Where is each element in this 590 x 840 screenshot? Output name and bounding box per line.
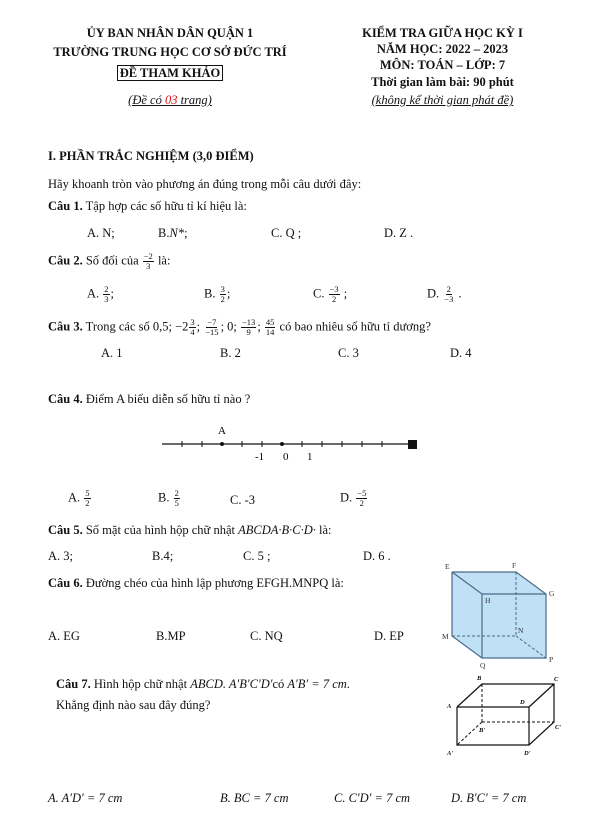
tick-label-0: 0 xyxy=(283,451,289,463)
q6-label: Câu 6. xyxy=(48,576,83,590)
q2-frac-den: 3 xyxy=(146,261,151,271)
q3-f4-den: 14 xyxy=(265,327,275,337)
q4-b-frac xyxy=(174,489,180,508)
q2-c-frac xyxy=(329,285,340,304)
school-year: NĂM HỌC: 2022 – 2023 xyxy=(376,42,509,56)
q4-a-frac xyxy=(84,489,90,508)
q4-text: Điểm A biểu diễn số hữu tỉ nào ? xyxy=(82,392,251,406)
q7-option-b[interactable]: B. BC = 7 cm xyxy=(220,791,289,805)
q4-a-num: 5 xyxy=(85,488,90,498)
box-label-a: A xyxy=(447,703,452,710)
exam-type-box: ĐỀ THAM KHẢO xyxy=(117,65,223,81)
box-label-b: B xyxy=(477,675,482,682)
question-4 xyxy=(48,392,250,407)
q2-a-post: ; xyxy=(110,286,115,301)
page-note-post: trang) xyxy=(177,93,212,107)
q3-option-a[interactable]: A. 1 xyxy=(101,346,123,360)
q3-option-d[interactable]: D. 4 xyxy=(450,346,472,360)
q4-d-pre: D. xyxy=(340,490,356,505)
q6-option-c[interactable]: C. NQ xyxy=(250,629,283,643)
q5-text-post: là: xyxy=(315,523,332,537)
q5-option-d[interactable]: D. 6 . xyxy=(363,549,391,563)
q7-option-d[interactable]: D. B′C′ = 7 cm xyxy=(451,791,527,805)
cube-label-f: F xyxy=(512,561,517,570)
cube-label-m: M xyxy=(442,632,449,641)
number-line xyxy=(160,420,430,465)
q3-f2-den: −15 xyxy=(205,327,219,337)
exam-type-wrap xyxy=(40,66,300,81)
q7-expression: A′B′ = 7 cm xyxy=(287,677,347,691)
number-line-arrow xyxy=(408,440,417,449)
q3-text-pre: Trong các số 0,5; −2 xyxy=(82,319,189,334)
q2-option-a[interactable] xyxy=(87,285,114,304)
q2-c-pre: C. xyxy=(313,286,328,301)
q2-frac-num: −2 xyxy=(143,251,153,261)
q3-m-den: 4 xyxy=(190,327,195,337)
duration-note: (không kể thời gian phát đề) xyxy=(371,93,514,107)
q2-a-pre: A. xyxy=(87,286,103,301)
q4-d-den: 2 xyxy=(359,498,364,508)
cube-label-e: E xyxy=(445,562,450,571)
q3-f2-num: −7 xyxy=(207,317,217,327)
q2-d-pre: D. xyxy=(427,286,443,301)
q5-box-name: ABCDA·B·C·D· xyxy=(238,523,316,537)
box-label-c: C xyxy=(554,676,559,683)
q5-label: Câu 5. xyxy=(48,523,83,537)
question-2 xyxy=(48,252,170,271)
q3-sep3: ; xyxy=(257,319,261,334)
exam-title: KIỂM TRA GIỮA HỌC KỲ I xyxy=(362,26,523,40)
q4-d-num: −5 xyxy=(357,488,367,498)
q2-d-num: 2 xyxy=(446,284,451,294)
q3-m-num: 3 xyxy=(190,317,195,327)
cube-label-p: P xyxy=(549,655,554,664)
q7-option-c[interactable]: C. C′D′ = 7 cm xyxy=(334,791,411,805)
point-a-label: A xyxy=(218,425,226,437)
q2-d-den: −3 xyxy=(444,294,454,304)
page-note-pre: (Đề có xyxy=(128,93,165,107)
cube-figure xyxy=(440,558,560,670)
q5-option-b[interactable]: B.4; xyxy=(152,549,174,563)
q5-text-pre: Số mặt của hình hộp chữ nhật xyxy=(82,523,239,537)
q4-b-num: 2 xyxy=(174,488,179,498)
q4-option-d[interactable] xyxy=(340,489,368,508)
school-district: ỦY BAN NHÂN DÂN QUẬN 1 xyxy=(86,26,254,40)
q6-option-d[interactable]: D. EP xyxy=(374,629,404,643)
q2-b-post: ; xyxy=(226,286,231,301)
box-label-d: D xyxy=(520,699,525,706)
q7-text-mid: có xyxy=(272,677,288,691)
q1-text: Tập hợp các số hữu tỉ kí hiệu là: xyxy=(82,199,247,213)
q5-option-c[interactable]: C. 5 ; xyxy=(243,549,271,563)
q2-c-num: −3 xyxy=(329,284,339,294)
q3-text-post: có bao nhiêu số hữu tỉ dương? xyxy=(276,319,431,334)
q1-option-c[interactable]: C. Q ; xyxy=(271,226,302,240)
q6-option-a[interactable]: A. EG xyxy=(48,629,80,643)
q4-a-pre: A. xyxy=(68,490,84,505)
cube-label-q: Q xyxy=(480,661,486,670)
q2-b-frac xyxy=(220,285,226,304)
q4-option-c[interactable]: C. -3 xyxy=(230,493,255,507)
q3-frac2 xyxy=(204,318,219,337)
q3-f3-den: 9 xyxy=(246,327,251,337)
q3-frac3 xyxy=(241,318,256,337)
q2-option-d[interactable] xyxy=(427,285,462,304)
q3-label: Câu 3. xyxy=(48,319,83,334)
q3-mixed-frac xyxy=(189,318,195,337)
question-3 xyxy=(48,318,431,337)
q4-label: Câu 4. xyxy=(48,392,83,406)
q7-text-pre: Hình hộp chữ nhật xyxy=(90,677,191,691)
question-5 xyxy=(48,523,332,538)
q3-option-b[interactable]: B. 2 xyxy=(220,346,241,360)
q2-option-b[interactable] xyxy=(204,285,230,304)
q3-frac4 xyxy=(265,318,276,337)
q2-b-num: 3 xyxy=(220,284,225,294)
page-note-num: 03 xyxy=(164,93,178,107)
page-count-note xyxy=(40,93,300,108)
point-a-dot xyxy=(220,442,224,446)
cube-label-h: H xyxy=(485,596,491,605)
tick-label-minus-1: -1 xyxy=(255,451,265,463)
origin-dot xyxy=(280,442,284,446)
q4-d-frac xyxy=(356,489,367,508)
q7-box-name: ABCD. A′B′C′D′ xyxy=(190,677,273,691)
q4-b-den: 5 xyxy=(174,498,179,508)
q3-f3-num: −13 xyxy=(242,317,256,327)
q4-option-a[interactable] xyxy=(68,489,92,508)
school-name: TRƯỜNG TRUNG HỌC CƠ SỞ ĐỨC TRÍ xyxy=(53,45,287,59)
box-label-c-prime: C' xyxy=(555,724,562,731)
q2-d-frac xyxy=(443,285,454,304)
section-title: I. PHẦN TRẮC NGHIỆM (3,0 ĐIỂM) xyxy=(48,149,254,163)
subject: MÔN: TOÁN – LỚP: 7 xyxy=(379,58,506,72)
box-edges xyxy=(457,684,554,745)
box-label-a-prime: A' xyxy=(447,750,454,757)
q2-b-den: 2 xyxy=(220,294,225,304)
q7-option-a[interactable]: A. A′D′ = 7 cm xyxy=(48,791,123,805)
cube-label-g: G xyxy=(549,589,555,598)
q1-label: Câu 1. xyxy=(48,199,83,213)
q7-line2: Khẳng định nào sau đây đúng? xyxy=(56,698,211,712)
q3-option-c[interactable]: C. 3 xyxy=(338,346,359,360)
q1-option-d[interactable]: D. Z . xyxy=(384,226,414,240)
tick-label-1: 1 xyxy=(307,451,313,463)
q7-label: Câu 7. xyxy=(56,677,91,691)
q2-b-pre: B. xyxy=(204,286,219,301)
q2-a-den: 3 xyxy=(104,294,109,304)
q3-sep2: ; 0; xyxy=(220,319,237,334)
q1-option-a[interactable]: A. N; xyxy=(87,226,115,240)
q2-text-post: là: xyxy=(154,253,171,268)
q7-text-post: . xyxy=(346,677,350,691)
q1-b-symbol: N* xyxy=(169,226,185,240)
box-figure xyxy=(442,672,567,764)
q2-text-pre: Số đối của xyxy=(82,253,142,268)
box-label-b-prime: B' xyxy=(479,727,486,734)
q4-option-b[interactable] xyxy=(158,489,181,508)
question-7 xyxy=(56,677,350,692)
q2-a-num: 2 xyxy=(104,284,109,294)
q5-option-a[interactable]: A. 3; xyxy=(48,549,73,563)
q3-sep1: ; xyxy=(196,319,201,334)
q6-text: Đường chéo của hình lập phương EFGH.MNPQ là: xyxy=(82,576,344,590)
q4-b-pre: B. xyxy=(158,490,173,505)
question-1 xyxy=(48,199,247,214)
duration: Thời gian làm bài: 90 phút xyxy=(371,75,514,89)
q6-option-b[interactable]: B.MP xyxy=(156,629,186,643)
q2-option-c[interactable] xyxy=(313,285,347,304)
question-6 xyxy=(48,576,344,591)
q2-c-den: 2 xyxy=(331,294,337,304)
q1-b-prefix: B. xyxy=(158,226,170,240)
cube-label-n: N xyxy=(518,626,524,635)
cube-shading xyxy=(452,572,546,658)
q2-c-post: ; xyxy=(340,286,348,301)
q3-f4-num: 45 xyxy=(265,317,275,327)
q4-a-den: 2 xyxy=(85,498,90,508)
q2-d-post: . xyxy=(455,286,462,301)
q2-fraction xyxy=(143,252,154,271)
q2-a-frac xyxy=(103,285,109,304)
q2-label: Câu 2. xyxy=(48,253,83,268)
instruction: Hãy khoanh tròn vào phương án đúng trong mỗi câu dưới đây: xyxy=(48,177,362,191)
box-label-d-prime: D' xyxy=(524,750,531,757)
q1-b-end: ; xyxy=(184,226,188,240)
q1-option-b[interactable] xyxy=(158,226,188,241)
